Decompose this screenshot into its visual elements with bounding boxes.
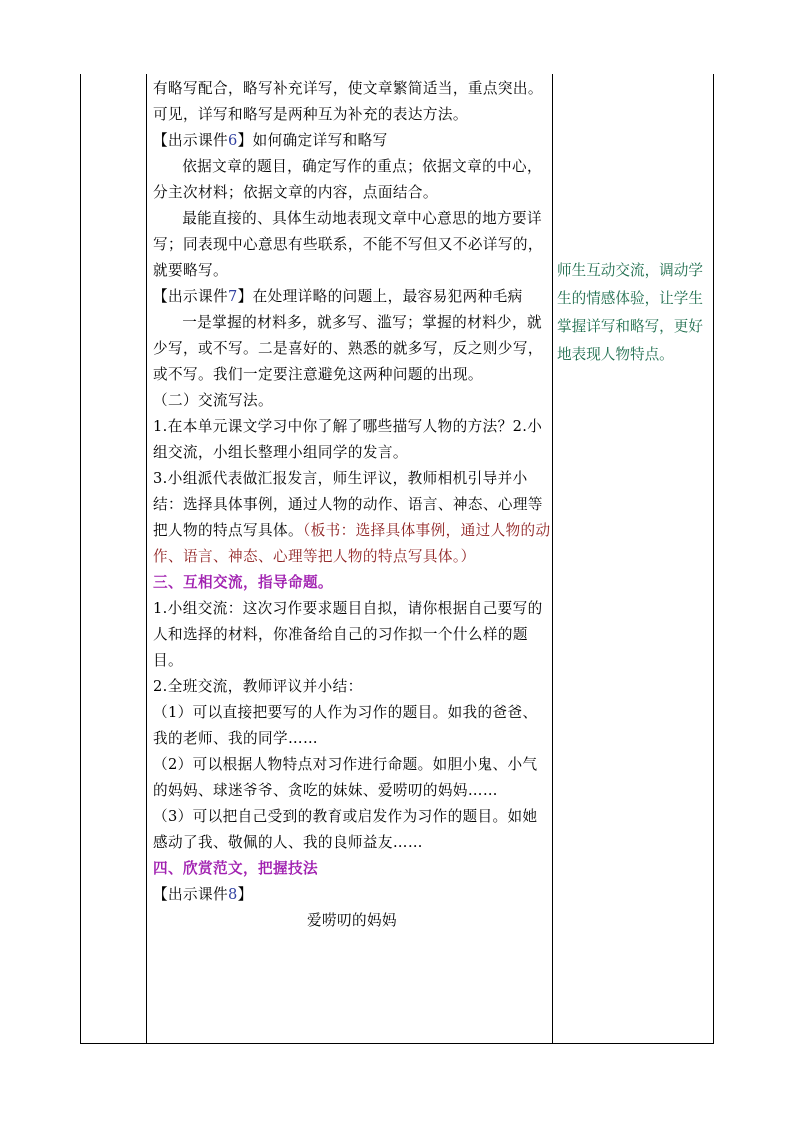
- design-intent-column: [557, 257, 711, 369]
- section-heading-4: 四、欣赏范文，把握技法: [153, 860, 318, 877]
- paragraph: （1）可以直接把要写的人作为习作的题目。如我的爸爸、我的老师、我的同学……: [153, 704, 538, 747]
- table-border-left: [80, 74, 81, 1044]
- courseware-6: 【出示课件6】如何确定详写和略写: [153, 132, 388, 149]
- paragraph: 有略写配合，略写补充详写，使文章繁简适当，重点突出。可见，详写和略写是两种互为补充的表达方法。: [153, 80, 543, 123]
- paragraph: （3）可以把自己受到的教育或启发作为习作的题目。如她感动了我、敬佩的人、我的良师益友……: [153, 808, 538, 851]
- paragraph: 2.全班交流，教师评议并小结：: [153, 678, 363, 695]
- table-divider-2: [552, 74, 553, 1044]
- paragraph: 3.小组派代表做汇报发言，师生评议，教师相机引导并小结：选择具体事例，通过人物的动作、语言、神态、心理等把人物的特点写具体。（板书：选择具体事例，通过人物的动作、语言、神态、心理等把人物的特点写具体。）: [153, 470, 551, 565]
- paragraph: 1.小组交流：这次习作要求题目自拟，请你根据自己要写的人和选择的材料，你准备给自己的习作拟一个什么样的题目。: [153, 600, 543, 669]
- table-divider-1: [146, 74, 147, 1044]
- paragraph: 1.在本单元课文学习中你了解了哪些描写人物的方法？2.小组交流，小组长整理小组同学的发言。: [153, 418, 543, 461]
- table-border-bottom: [80, 1043, 714, 1044]
- paragraph: （2）可以根据人物特点对习作进行命题。如胆小鬼、小气的妈妈、球迷爷爷、贪吃的妹妹、爱唠叨的妈妈……: [153, 756, 538, 799]
- courseware-8: 【出示课件8】: [153, 886, 253, 903]
- design-note: 师生互动交流，调动学生的情感体验，让学生掌握详写和略写，更好地表现人物特点。: [557, 262, 703, 363]
- subheading: （二）交流写法。: [153, 392, 273, 409]
- paragraph: 最能直接的、具体生动地表现文章中心意思的地方要详写；同表现中心意思有些联系，不能不写但又不必详写的，就要略写。: [153, 210, 543, 279]
- section-heading-3: 三、互相交流，指导命题。: [153, 574, 333, 591]
- sample-essay-title: 爱唠叨的妈妈: [307, 912, 397, 929]
- paragraph: 依据文章的题目，确定写作的重点；依据文章的中心，分主次材料；依据文章的内容，点面结合。: [153, 158, 543, 201]
- courseware-7: 【出示课件7】在处理详略的问题上，最容易犯两种毛病: [153, 288, 523, 305]
- teaching-process-column: [153, 76, 551, 934]
- paragraph: 一是掌握的材料多，就多写、滥写；掌握的材料少，就少写，或不写。二是喜好的、熟悉的就多写，反之则少写，或不写。我们一定要注意避免这两种问题的出现。: [153, 314, 543, 383]
- table-border-right: [713, 74, 714, 1044]
